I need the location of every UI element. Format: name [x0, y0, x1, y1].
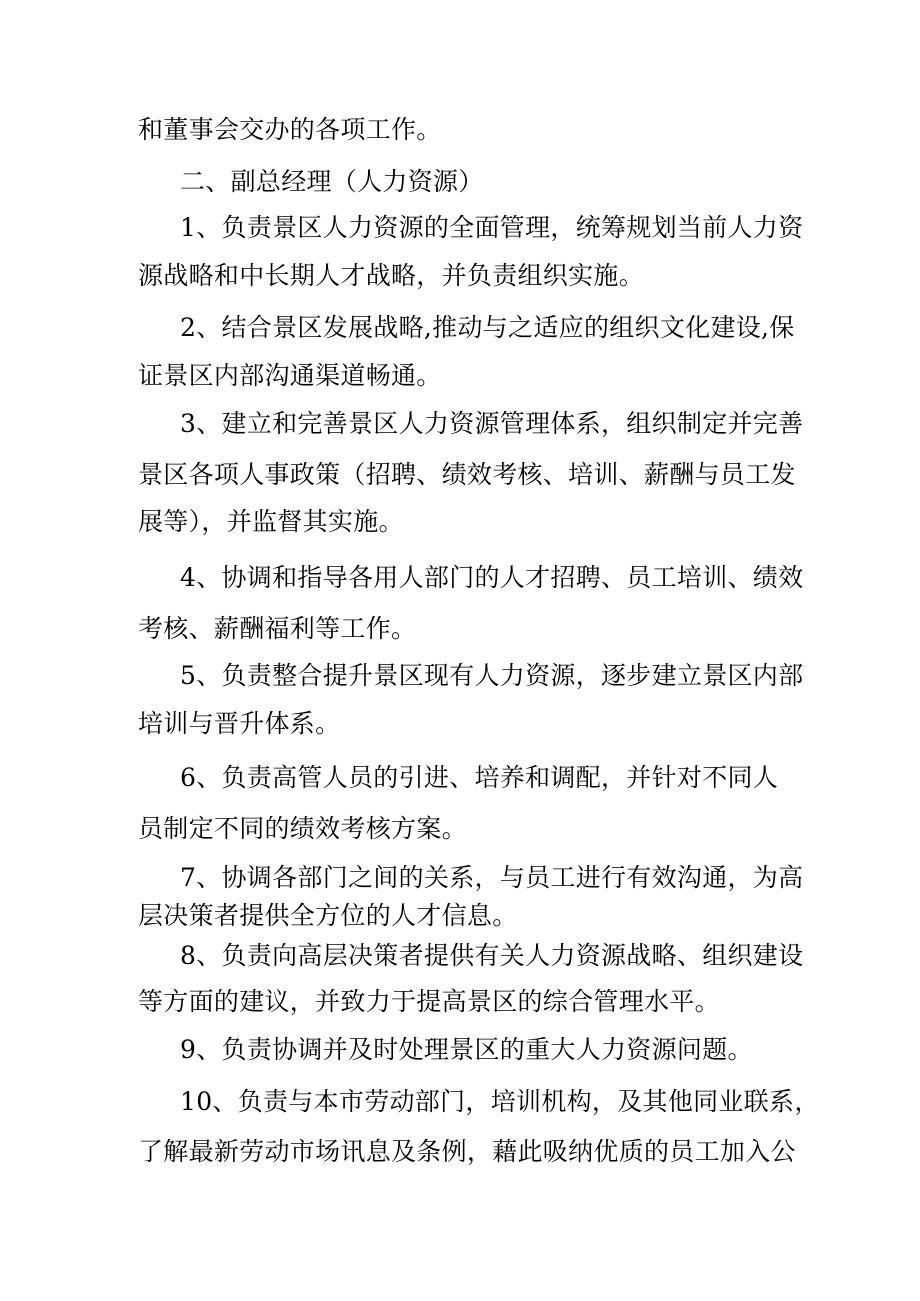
text-line: 和董事会交办的各项工作。 [138, 115, 442, 144]
text-line: 等方面的建议，并致力于提高景区的综合管理水平。 [138, 987, 720, 1016]
text-line: 5、负责整合提升景区现有人力资源，逐步建立景区内部 [180, 661, 804, 690]
text-line: 层决策者提供全方位的人才信息。 [138, 901, 518, 930]
text-line: 考核、薪酬福利等工作。 [138, 614, 417, 643]
text-line: 4、协调和指导各用人部门的人才招聘、员工培训、绩效 [180, 563, 804, 592]
text-line: 8、负责向高层决策者提供有关人力资源战略、组织建设 [180, 941, 804, 970]
text-line: 员制定不同的绩效考核方案。 [138, 814, 467, 843]
text-line: 培训与晋升体系。 [138, 709, 341, 738]
text-line: 1、负责景区人力资源的全面管理，统筹规划当前人力资 [180, 213, 804, 242]
text-line: 景区各项人事政策（招聘、绩效考核、培训、薪酬与员工发 [138, 460, 796, 489]
text-line: 6、负责高管人员的引进、培养和调配，并针对不同人 [180, 763, 779, 792]
section-heading: 二、副总经理（人力资源） [180, 167, 484, 196]
text-line: 9、负责协调并及时处理景区的重大人力资源问题。 [180, 1035, 753, 1064]
text-line: 7、协调各部门之间的关系，与员工进行有效沟通，为高 [180, 863, 804, 892]
text-line: 证景区内部沟通渠道畅通。 [138, 361, 442, 390]
text-line: 展等），并监督其实施。 [138, 507, 404, 536]
text-line: 源战略和中长期人才战略，并负责组织实施。 [138, 261, 645, 290]
text-line: 10、负责与本市劳动部门，培训机构，及其他同业联系， [180, 1087, 820, 1116]
text-line: 2、结合景区发展战略,推动与之适应的组织文化建设,保 [180, 313, 795, 342]
text-line: 了解最新劳动市场讯息及条例，藉此吸纳优质的员工加入公 [138, 1137, 796, 1166]
text-line: 3、建立和完善景区人力资源管理体系，组织制定并完善 [180, 409, 804, 438]
